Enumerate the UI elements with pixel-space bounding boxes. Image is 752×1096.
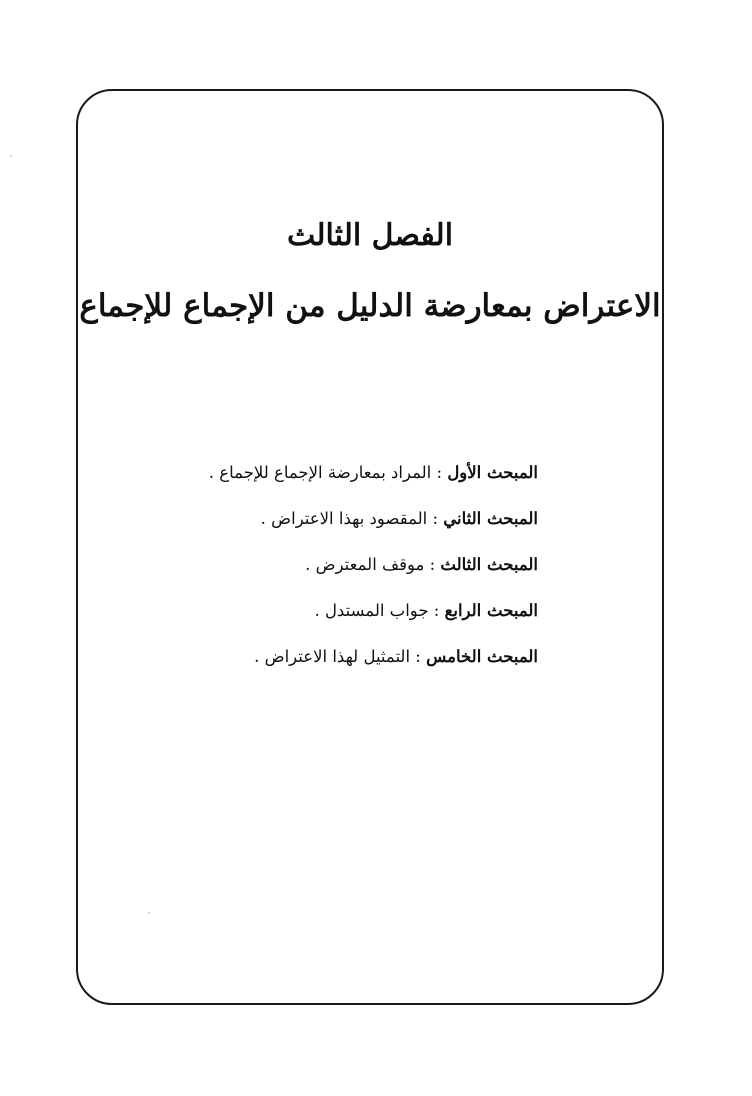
- section-separator: :: [428, 601, 445, 620]
- section-item: [178, 640, 538, 686]
- section-separator: :: [410, 647, 427, 666]
- section-text: المراد بمعارضة الإجماع للإجماع .: [208, 463, 432, 482]
- section-label: المبحث الرابع: [444, 601, 538, 620]
- section-item: [178, 456, 538, 502]
- scan-speck: [148, 912, 150, 914]
- section-text: موقف المعترض .: [305, 555, 425, 574]
- chapter-title: الاعتراض بمعارضة الدليل من الإجماع للإجماع: [79, 288, 661, 324]
- chapter-number: الفصل الثالث: [286, 218, 454, 253]
- section-item: [178, 548, 538, 594]
- section-label: المبحث الثاني: [443, 509, 538, 528]
- section-label: المبحث الأول: [447, 463, 538, 482]
- section-text: المقصود بهذا الاعتراض .: [260, 509, 428, 528]
- section-text: التمثيل لهذا الاعتراض .: [254, 647, 411, 666]
- sections-list: [178, 456, 538, 686]
- section-separator: :: [427, 509, 444, 528]
- section-separator: :: [431, 463, 448, 482]
- section-item: [178, 594, 538, 640]
- section-label: المبحث الخامس: [426, 647, 538, 666]
- section-label: المبحث الثالث: [440, 555, 538, 574]
- section-item: [178, 502, 538, 548]
- scan-speck: [10, 155, 12, 157]
- section-separator: :: [424, 555, 441, 574]
- section-text: جواب المستدل .: [314, 601, 429, 620]
